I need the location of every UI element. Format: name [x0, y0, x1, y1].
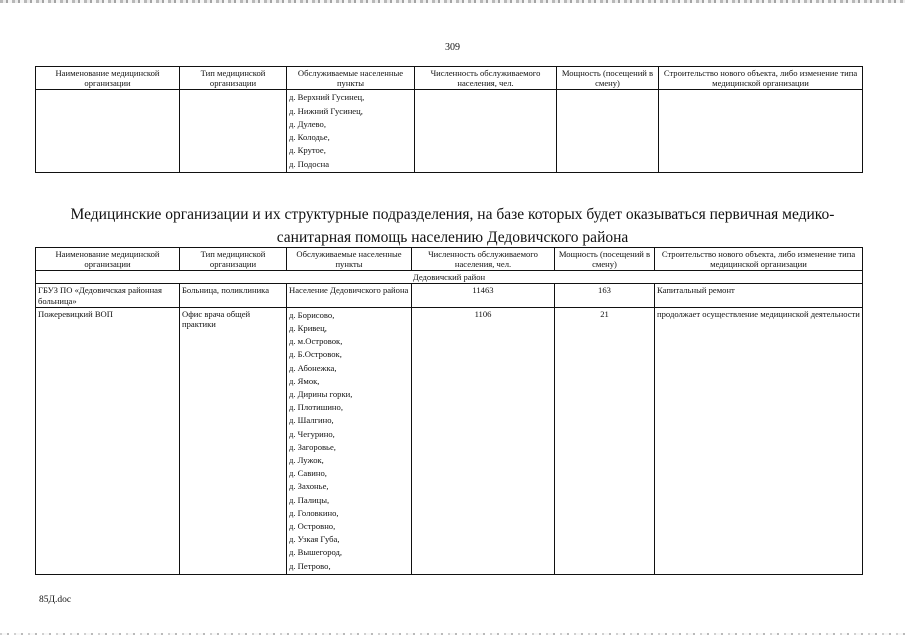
settlement-item: д. Нижний Гусинец,: [289, 105, 363, 116]
continuation-table: [35, 66, 863, 173]
settlement-item: д. Палицы,: [289, 494, 330, 505]
settlement-item: д. Плотишино,: [289, 402, 343, 413]
settlement-item: д. Колодье,: [289, 132, 330, 143]
header-construction: Строительство нового объекта, либо изменение типа медицинской организации: [655, 248, 863, 271]
settlement-item: д. Борисово,: [289, 309, 335, 320]
cell-construction: [659, 90, 863, 173]
settlement-item: д. Захонье,: [289, 481, 329, 492]
settlement-item: д. Чегурино,: [289, 428, 335, 439]
section-title: [0, 203, 905, 249]
settlement-item: д. Петрово,: [289, 560, 331, 571]
settlement-item: д. Абонежка,: [289, 362, 337, 373]
settlement-item: д. Верхний Гусинец,: [289, 92, 365, 103]
cell-capacity: [557, 90, 659, 173]
settlement-item: д. Крутое,: [289, 145, 326, 156]
settlement-item: д. м.Островок,: [289, 336, 343, 347]
facilities-table: [35, 247, 863, 575]
scan-edge-top: [0, 0, 905, 3]
header-construction: Строительство нового объекта, либо изменение типа медицинской организации: [659, 67, 863, 90]
cell-org-type: [180, 90, 287, 173]
settlement-item: д. Головкино,: [289, 507, 339, 518]
cell-capacity: 21: [555, 307, 655, 574]
settlement-item: д. Узкая Губа,: [289, 534, 340, 545]
cell-construction: продолжает осуществление медицинской деятельности: [655, 307, 863, 574]
settlement-item: д. Савино,: [289, 468, 327, 479]
table-header-row: [36, 248, 863, 271]
cell-capacity: 163: [555, 284, 655, 307]
table-row: [36, 90, 863, 173]
header-org-name: Наименование медицинской организации: [36, 67, 180, 90]
footer-filename: 85Д.doc: [39, 595, 72, 605]
cell-org-type: Больница, поликлиника: [180, 284, 287, 307]
cell-org-name: ГБУЗ ПО «Дедовичская районная больница»: [36, 284, 180, 307]
cell-org-type: Офис врача общей практики: [180, 307, 287, 574]
cell-construction: Капитальный ремонт: [655, 284, 863, 307]
settlement-item: д. Ямок,: [289, 375, 320, 386]
settlement-item: д. Вышегород,: [289, 547, 343, 558]
cell-org-name: Пожеревицкий ВОП: [36, 307, 180, 574]
settlement-item: д. Б.Островок,: [289, 349, 342, 360]
header-population: Численность обслуживаемого населения, чел.: [412, 248, 555, 271]
settlement-item: д. Островно,: [289, 520, 336, 531]
header-capacity: Мощность (посещений в смену): [557, 67, 659, 90]
settlement-item: д. Кривец,: [289, 322, 327, 333]
table-row: [36, 284, 863, 307]
settlement-item: д. Дулево,: [289, 118, 326, 129]
district-row: [36, 271, 863, 284]
district-name: Дедовичский район: [36, 271, 863, 284]
page-number: 309: [445, 42, 460, 53]
settlement-item: д. Лужок,: [289, 454, 324, 465]
cell-population: [415, 90, 557, 173]
cell-org-name: [36, 90, 180, 173]
scan-edge-bottom: [0, 633, 905, 635]
cell-population: 1106: [412, 307, 555, 574]
section-title-line-1: Медицинские организации и их структурные подразделения, на базе которых будет оказываться первичная медико-: [70, 206, 835, 223]
settlement-item: д. Загоровье,: [289, 441, 336, 452]
header-org-type: Тип медицинской организации: [180, 67, 287, 90]
header-capacity: Мощность (посещений в смену): [555, 248, 655, 271]
section-title-line-2: санитарная помощь населению Дедовичского района: [276, 229, 629, 246]
header-population: Численность обслуживаемого населения, чел.: [415, 67, 557, 90]
header-org-name: Наименование медицинской организации: [36, 248, 180, 271]
table-header-row: [36, 67, 863, 90]
settlement-item: д. Шалгино,: [289, 415, 334, 426]
cell-settlements: [287, 90, 415, 173]
cell-population: 11463: [412, 284, 555, 307]
table-row: [36, 307, 863, 574]
header-settlements: Обслуживаемые населенные пункты: [287, 248, 412, 271]
header-org-type: Тип медицинской организации: [180, 248, 287, 271]
cell-settlements: Население Дедовичского района: [287, 284, 412, 307]
settlement-item: д. Подосна: [289, 158, 330, 169]
header-settlements: Обслуживаемые населенные пункты: [287, 67, 415, 90]
settlement-item: д. Дирины горки,: [289, 388, 353, 399]
cell-settlements: [287, 307, 412, 574]
